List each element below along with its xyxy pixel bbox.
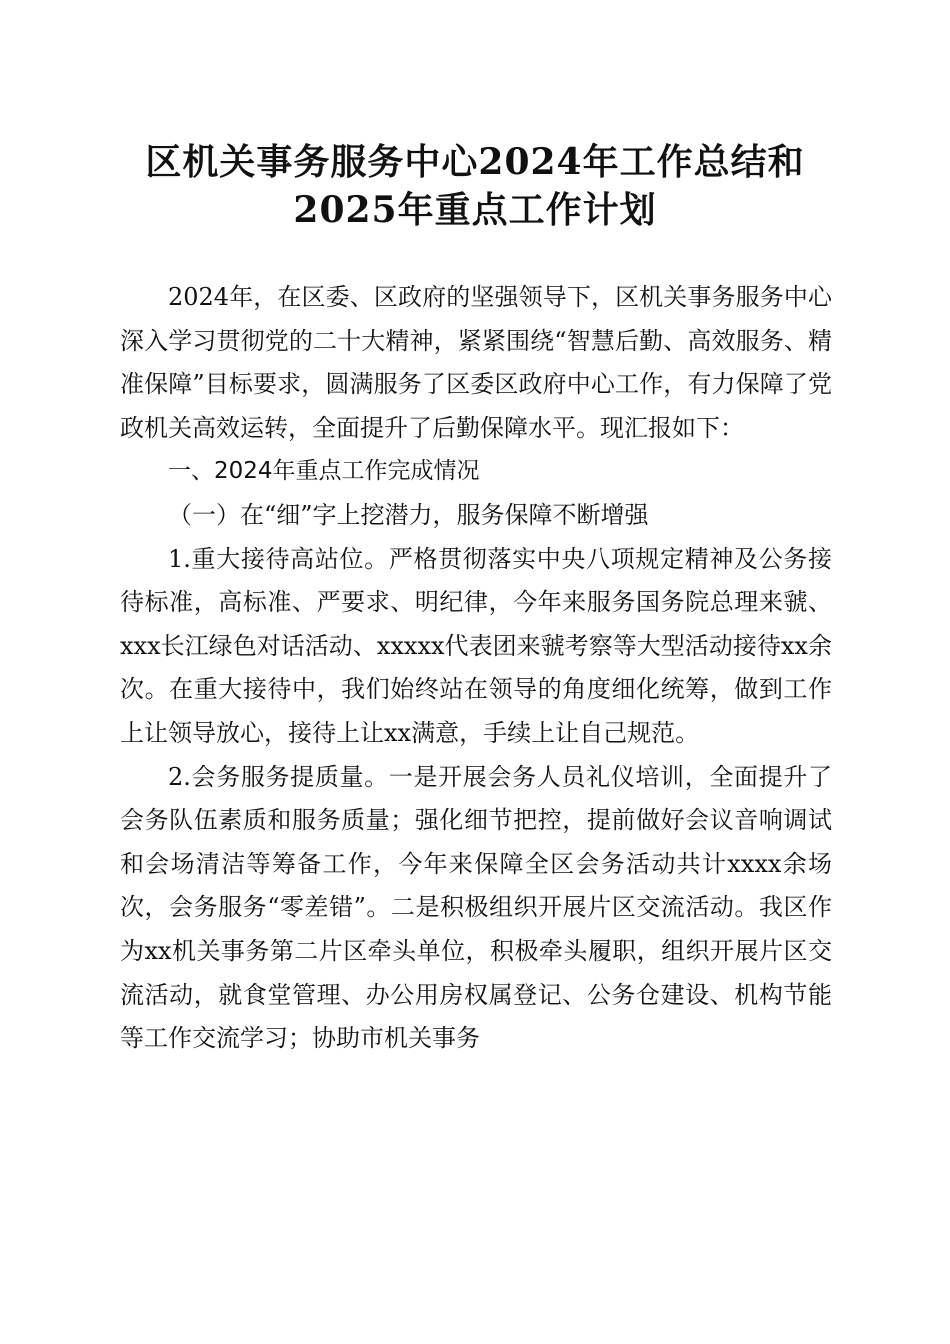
intro-paragraph: 2024年，在区委、区政府的坚强领导下，区机关事务服务中心深入学习贯彻党的二十大精神，紧紧围绕“智慧后勤、高效服务、精准保障”目标要求，圆满服务了区委区政府中心工作，有力保障了党政机关高效运转，全面提升了后勤保障水平。现汇报如下： (120, 283, 832, 442)
item-paragraph-1: 1.重大接待高站位。严格贯彻落实中央八项规定精神及公务接待标准，高标准、严要求、明纪律，今年来服务国务院总理来虢、xxx长江绿色对话活动、xxxxx代表团来虢考察等大型活动接待xx余次。在重大接待中，我们始终站在领导的角度细化统筹，做到工作上让领导放心，接待上让xx满意，手续上让自己规范。 (120, 544, 832, 747)
item-paragraph-2: 2.会务服务提质量。一是开展会务人员礼仪培训，全面提升了会务队伍素质和服务质量；强化细节把控，提前做好会议音响调试和会场清洁等筹备工作，今年来保障全区会务活动共计xxxx余场次，会务服务“零差错”。二是积极组织开展片区交流活动。我区作为xx机关事务第二片区牵头单位，积极牵头履职，组织开展片区交流活动，就食堂管理、办公用房权属登记、公务仓建设、机构节能等工作交流学习；协助市机关事务 (120, 762, 832, 1053)
subsection-heading: （一）在“细”字上挖潜力，服务保障不断增强 (168, 500, 649, 529)
document-body (120, 276, 832, 1061)
section-heading: 一、2024年重点工作完成情况 (168, 458, 480, 485)
document-title: 区机关事务服务中心2024年工作总结和2025年重点工作计划 (145, 141, 805, 231)
